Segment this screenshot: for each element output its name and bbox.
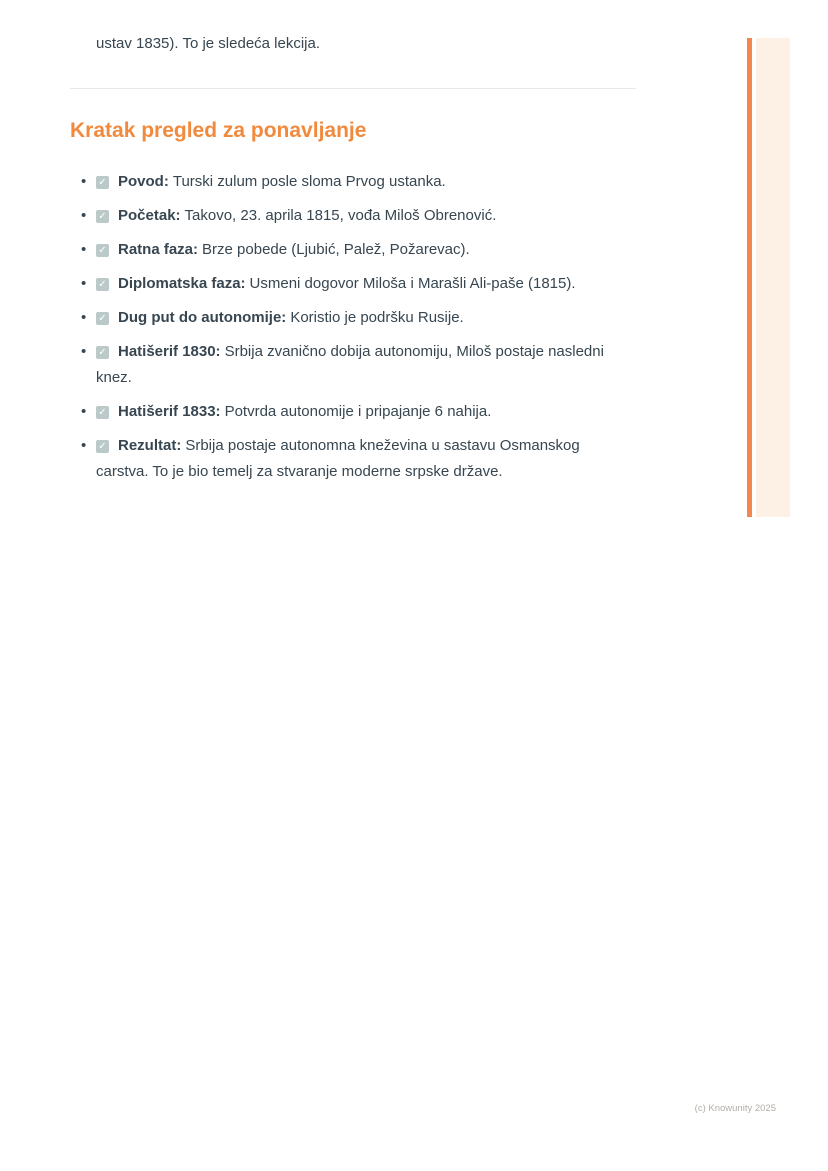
item-label: Povod: xyxy=(118,173,169,190)
checkbox-icon: ✓ xyxy=(96,278,109,291)
list-item xyxy=(81,305,636,331)
item-label: Hatišerif 1833: xyxy=(118,403,221,420)
item-text: Srbija postaje autonomna kneževina u sastavu Osmanskog carstva. To je bio temelj za stvaranje moderne srpske države. xyxy=(96,437,580,480)
bullet-icon: • xyxy=(81,241,87,258)
bullet-icon: • xyxy=(81,403,87,420)
item-label: Hatišerif 1830: xyxy=(118,343,221,360)
document-content xyxy=(70,33,636,493)
checkbox-icon: ✓ xyxy=(96,312,109,325)
bullet-icon: • xyxy=(81,343,87,360)
list-item xyxy=(81,271,636,297)
item-text: Potvrda autonomije i pripajanje 6 nahija. xyxy=(224,403,492,420)
item-label: Rezultat: xyxy=(118,437,182,454)
item-text: Srbija zvanično dobija autonomiju, Miloš postaje nasledni knez. xyxy=(96,343,604,386)
item-label: Dug put do autonomije: xyxy=(118,309,287,326)
bullet-icon: • xyxy=(81,275,87,292)
section-heading: Kratak pregled za ponavljanje xyxy=(70,119,367,142)
list-item xyxy=(81,399,636,425)
side-accent-bar xyxy=(747,38,752,517)
checkbox-icon: ✓ xyxy=(96,244,109,257)
list-item xyxy=(81,237,636,263)
item-text: Usmeni dogovor Miloša i Marašli Ali-paše (1815). xyxy=(249,275,576,292)
checkbox-icon: ✓ xyxy=(96,440,109,453)
item-label: Ratna faza: xyxy=(118,241,199,258)
list-item xyxy=(81,203,636,229)
copyright-text: (c) Knowunity 2025 xyxy=(694,1103,776,1114)
checkbox-icon: ✓ xyxy=(96,210,109,223)
checkbox-icon: ✓ xyxy=(96,346,109,359)
bullet-icon: • xyxy=(81,173,87,190)
list-item xyxy=(81,169,636,195)
list-item xyxy=(81,339,636,391)
item-text: Koristio je podršku Rusije. xyxy=(290,309,464,326)
bullet-icon: • xyxy=(81,207,87,224)
side-panel-preview xyxy=(756,38,790,517)
bullet-icon: • xyxy=(81,309,87,326)
item-label: Diplomatska faza: xyxy=(118,275,246,292)
item-text: Turski zulum posle sloma Prvog ustanka. xyxy=(172,173,446,190)
intro-text: ustav 1835). To je sledeća lekcija. xyxy=(96,35,321,52)
bullet-icon: • xyxy=(81,437,87,454)
list-item xyxy=(81,433,636,485)
checkbox-icon: ✓ xyxy=(96,176,109,189)
checkbox-icon: ✓ xyxy=(96,406,109,419)
item-text: Takovo, 23. aprila 1815, vođa Miloš Obrenović. xyxy=(184,207,497,224)
item-text: Brze pobede (Ljubić, Palež, Požarevac). xyxy=(202,241,470,258)
item-label: Početak: xyxy=(118,207,181,224)
section-divider xyxy=(70,88,636,89)
summary-list xyxy=(70,169,636,485)
